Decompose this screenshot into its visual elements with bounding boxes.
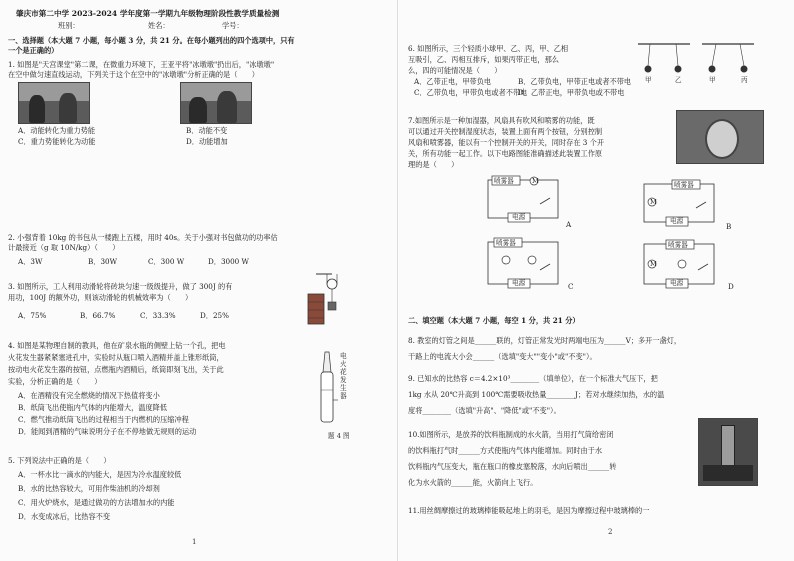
- q7-line4: 关，所有功能一起工作。以下电路图能准确描述此装置工作原: [408, 149, 603, 158]
- q7-a-motor-label: M: [532, 177, 539, 185]
- page-number-2: 2: [608, 528, 613, 536]
- class-label: 班别：: [58, 21, 80, 30]
- q6-ball-label-3: 甲: [709, 76, 716, 84]
- q4-figure-label: 电火花发生器: [340, 352, 347, 400]
- q1-option-a: A．动能转化为重力势能: [18, 126, 96, 135]
- q10-water-rocket-photo: [698, 418, 758, 486]
- q5-option-d: D．水变成冰后，比热容不变: [18, 512, 111, 521]
- exam-title: 肇庆市第二中学 2023-2024 学年度第一学期九年级物理阶段性教学质量检测: [16, 9, 280, 18]
- q7-b-motor-label: M: [650, 198, 657, 206]
- q5-option-c: C．用火炉烧水，是通过做功的方法增加水的内能: [18, 498, 175, 507]
- q6-option-b: B．乙带负电，甲带正电或者不带电: [518, 77, 632, 86]
- q7-d-motor-label: M: [650, 260, 657, 268]
- section2-header: 二、填空题（本大题 7 小题，每空 1 分，共 21 分）: [408, 316, 580, 325]
- q2-option-a: A．3W: [18, 257, 43, 266]
- q8-line2: 干路上的电流大小会______（选填"变大""变小"或"不变"）。: [408, 352, 597, 361]
- q8-line1: 8. 教室的灯管之间是______联的，灯管正常发光时两端电压为______V；多开一盏灯，: [408, 336, 682, 345]
- q2-option-d: D．3000 W: [208, 257, 249, 266]
- q9-line2: 1kg 水从 20℃升高到 100℃需要吸收热量________J；若对水继续加热，水的温: [408, 390, 665, 399]
- q7-line5: 理的是（ ）: [408, 160, 459, 169]
- q1-photo-left: [18, 82, 90, 124]
- q3-line1: 3. 如图所示，工人利用动滑轮将砖块匀速一级级提升，做了 300J 的有: [8, 282, 233, 291]
- q1-photo-right: [180, 82, 252, 124]
- q7-b-spray-label: 喷雾器: [674, 181, 694, 189]
- q10-line2: 的饮料瓶打气时______方式使瓶内气体内能增加。同时由于水: [408, 446, 603, 455]
- q6-line3: 么，四的可能情况是（ ）: [408, 66, 502, 75]
- q10-line1: 10.如图所示，是放养的饮料瓶制成的水火箭，当用打气筒给密闭: [408, 430, 614, 439]
- exam-page-2: [397, 0, 794, 561]
- number-label: 学号：: [222, 21, 244, 30]
- q7-c-spray-label: 喷雾器: [496, 239, 516, 247]
- q7-label-c: C: [568, 282, 574, 291]
- q7-d-power-label: 电源: [670, 279, 684, 287]
- q11-line1: 11.用丝绸摩擦过的玻璃棒能吸起地上的羽毛，是因为摩擦过程中玻璃棒的一: [408, 506, 650, 515]
- q1-option-b: B．动能不变: [186, 126, 228, 135]
- q7-b-power-label: 电源: [670, 217, 684, 225]
- q1-option-d: D．动能增加: [186, 137, 228, 146]
- q2-line2: 计最接近（g 取 10N/kg）（ ）: [8, 243, 120, 252]
- q6-balls-figure: [638, 42, 758, 86]
- q6-option-c: C．乙带负电，甲带负电或者不带电: [414, 88, 528, 97]
- q3-option-b: B．66.7%: [80, 311, 116, 320]
- q10-line3: 饮料瓶内气压变大，瓶在瓶口的橡皮塞脱落，水向后喷出______转: [408, 462, 617, 471]
- name-label: 姓名：: [148, 21, 170, 30]
- q7-a-spray-label: 喷雾器: [494, 177, 514, 185]
- q6-ball-label-2: 乙: [675, 76, 682, 84]
- q6-option-d: D．乙带正电，甲带负电或不带电: [518, 88, 625, 97]
- q5-option-b: B．水的比热容较大，可用作柴油机的冷却剂: [18, 484, 160, 493]
- q1-line2: 在空中做匀速直线运动，下列关于这个在空中的"冰墩墩"分析正确的是（ ）: [8, 70, 259, 79]
- q7-line3: 风扇和喷雾器，能以有一个控制开关的开关，同时存在 3 个开: [408, 138, 605, 147]
- q4-line1: 4. 如图是某物理自制的教具，他在矿泉水瓶的侧壁上钻一个孔，把电: [8, 341, 226, 350]
- q2-option-b: B．30W: [88, 257, 118, 266]
- q4-option-a: A．在酒精没有完全燃烧的情况下热值将变小: [18, 391, 160, 400]
- q9-line1: 9. 已知水的比热容 c＝4.2×10³________（填单位），在一个标准大气压下，把: [408, 374, 658, 383]
- q6-line2: 互吸引，乙、丙相互排斥，如果丙带正电，那么: [408, 55, 559, 64]
- q9-line3: 度将________（选填"升高"、"降低"或"不变"）。: [408, 406, 561, 415]
- q4-line2: 火花发生器紧紧塞进孔中，实验时从瓶口喷入酒精并盖上锥形纸筒，: [8, 353, 224, 362]
- q5-option-a: A．一杯水比一滴水的内能大，是因为冷水温度较低: [18, 470, 182, 479]
- q3-option-a: A．75%: [18, 311, 47, 320]
- q1-option-c: C．重力势能转化为动能: [18, 137, 96, 146]
- q7-label-d: D: [728, 282, 734, 291]
- page-number-1: 1: [192, 538, 197, 546]
- q7-label-a: A: [566, 220, 572, 229]
- q7-a-power-label: 电源: [512, 213, 526, 221]
- q4-line4: 实验，分析正确的是（ ）: [8, 377, 102, 386]
- section1-header-cont: 一个是正确的）: [8, 46, 59, 55]
- q3-option-c: C．33.3%: [140, 311, 176, 320]
- section1-header: 一、选择题（本大题 7 小题，每小题 3 分，共 21 分。在每小题列出的四个选项中，只有: [8, 36, 295, 45]
- q4-option-c: C．燃气推动纸筒飞出的过程相当于内燃机的压缩冲程: [18, 415, 189, 424]
- q3-line2: 用功，100J 的额外功，则该动滑轮的机械效率为（ ）: [8, 293, 193, 302]
- q6-option-a: A．乙带正电，甲带负电: [414, 77, 492, 86]
- q3-pulley-figure: [302, 272, 344, 324]
- q6-line1: 6. 如图所示，三个轻质小球甲、乙、丙，甲、乙相: [408, 44, 569, 53]
- q4-option-b: B．纸筒飞出使瓶内气体的内能增大，温度降低: [18, 403, 168, 412]
- q6-ball-label-1: 甲: [645, 76, 652, 84]
- q7-d-spray-label: 喷雾器: [668, 241, 688, 249]
- q5-line1: 5. 下列说法中正确的是（ ）: [8, 456, 111, 465]
- q7-humidifier-photo: [676, 110, 764, 164]
- q6-ball-label-4: 丙: [741, 76, 748, 84]
- q2-line1: 2. 小强背着 10kg 的书包从一楼跑上五楼，用时 40s。关于小强对书包做功的功率估: [8, 233, 278, 242]
- q7-line2: 可以通过开关控制湿度状态，装置上面有两个按钮，分别控制: [408, 127, 603, 136]
- q2-option-c: C．300 W: [148, 257, 185, 266]
- q1-line1: 1. 如图是"天宫课堂"第二课，在微重力环境下，王亚平将"冰墩墩"扔出后，"冰墩墩": [8, 60, 275, 69]
- q4-line3: 按动电火花发生器的按钮，点燃瓶内酒精后，纸筒即刻飞出，关于此: [8, 365, 224, 374]
- q7-label-b: B: [726, 222, 732, 231]
- q10-line4: 化为水火箭的______能，火箭向上飞行。: [408, 478, 538, 487]
- q7-c-power-label: 电源: [512, 279, 526, 287]
- q4-option-d: D．能闻到酒精的气味说明分子在不停地做无规则的运动: [18, 427, 197, 436]
- q7-line1: 7.如图所示是一种加湿器，风扇具有吹风和喷雾的功能，既: [408, 116, 595, 125]
- q4-figure-caption: 题 4 图: [328, 432, 350, 440]
- q3-option-d: D．25%: [200, 311, 229, 320]
